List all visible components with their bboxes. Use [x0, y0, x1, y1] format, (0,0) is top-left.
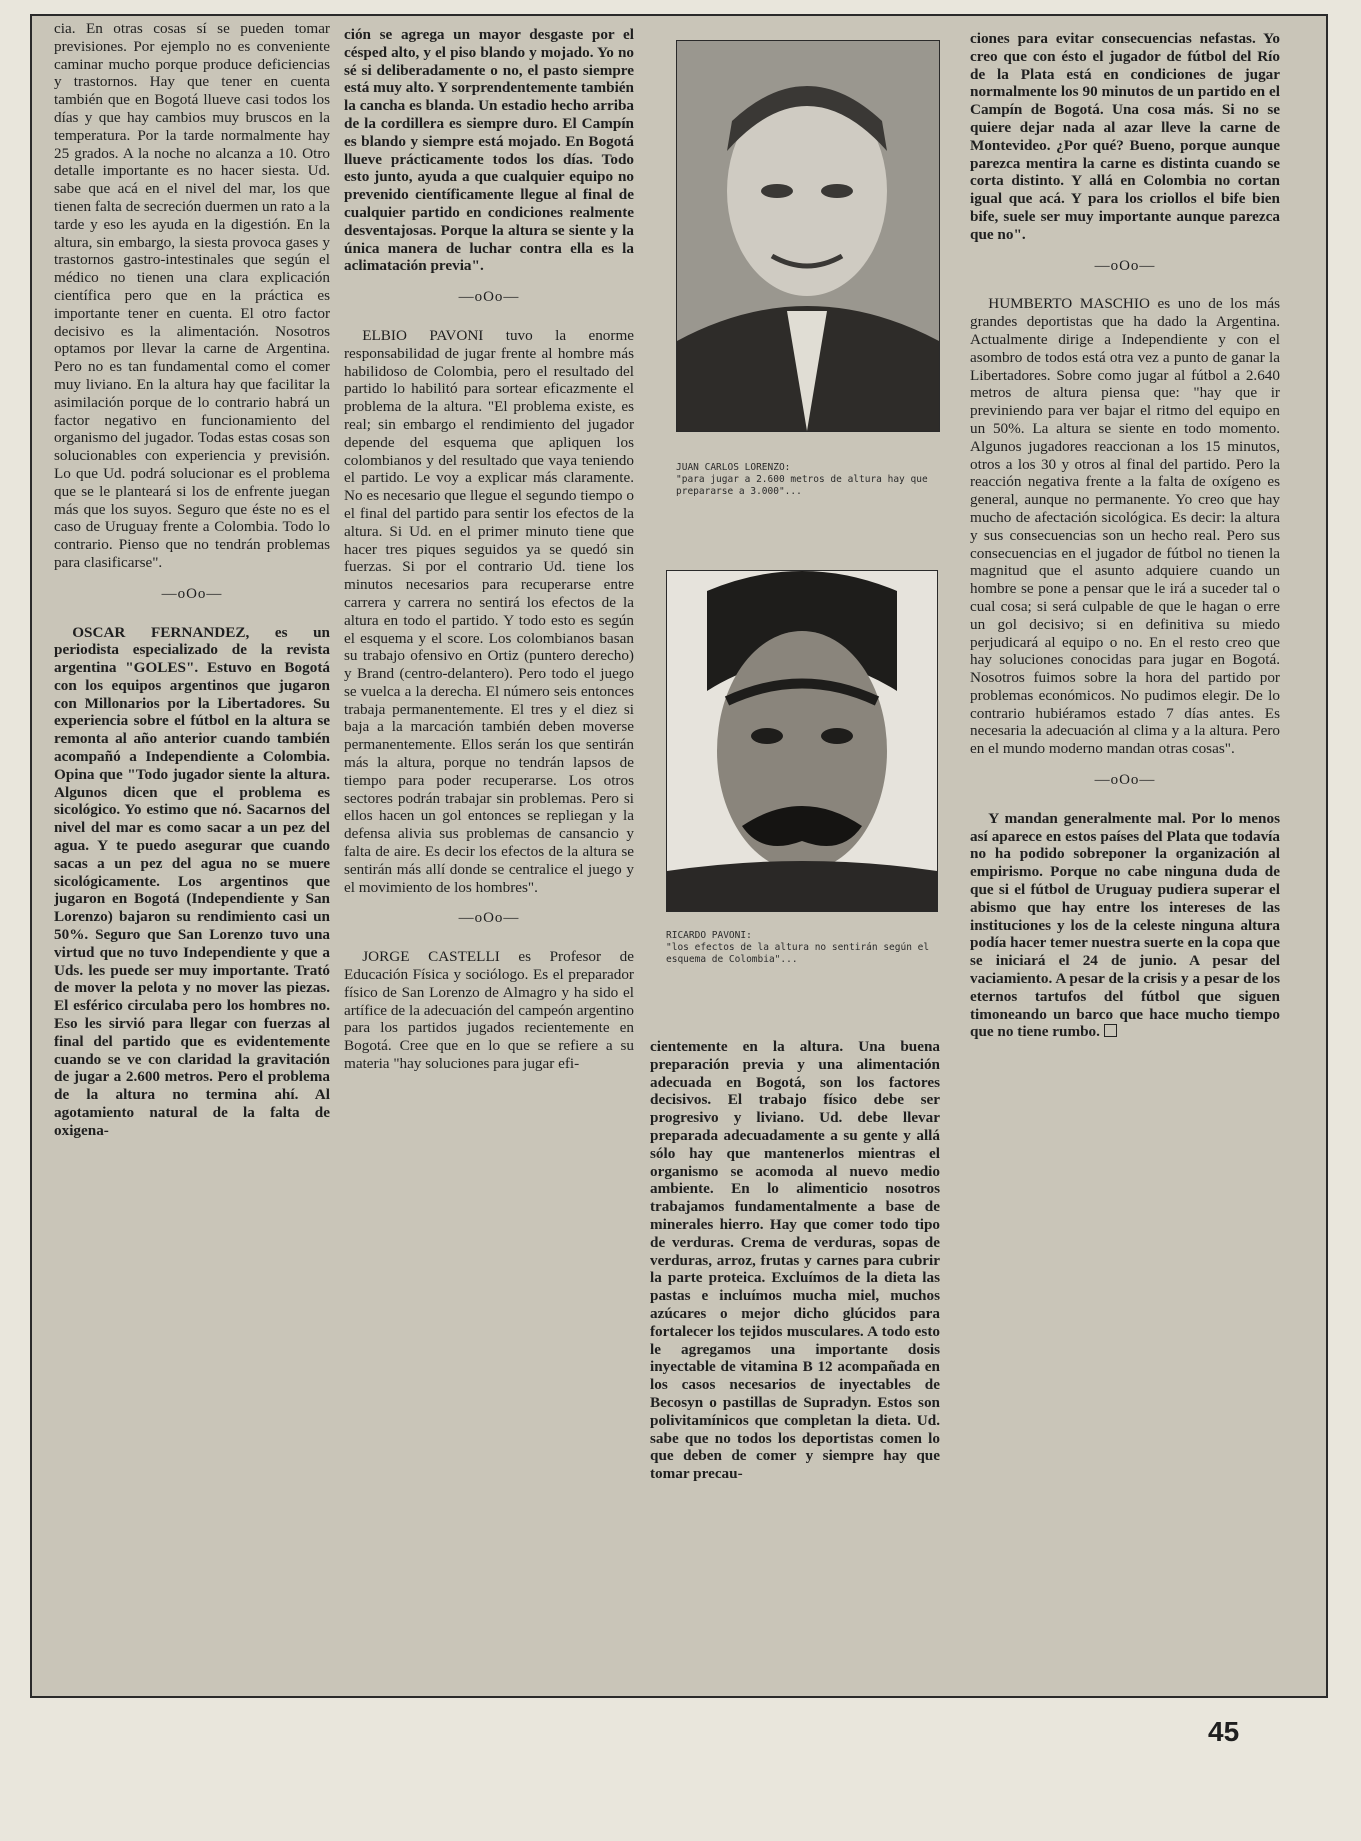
caption-quote: "para jugar a 2.600 metros de altura hay que prepararse a 3.000"... [676, 474, 928, 497]
end-mark-icon [1104, 1024, 1117, 1037]
paragraph: ciones para evitar consecuencias nefastas. Yo creo que con ésto el jugador de fútbol del Río de la Plata está en condiciones de jugar normalmente los 90 minutos de un partido en el Campín de Bogotá. Una cosa más. Si no se quiere dejar nada al azar lleve la carne de Montevideo. ¿Por qué? Bueno, porque aunque parezca mentira la carne es distinta cuando se corta distinto. Y allá en Colombia no cortan igual que acá. Y para los criollos el bife bien bife, suele ser muy importante aunque parezca que no". [970, 30, 1280, 243]
separator: —oOo— [458, 289, 520, 306]
closing-paragraph [970, 810, 1280, 1041]
column-1 [54, 0, 330, 1841]
separator: —oOo— [1094, 772, 1156, 789]
column-3-text [650, 1038, 940, 1483]
caption-quote: "los efectos de la altura no sentirán según el esquema de Colombia"... [666, 942, 930, 965]
paragraph: ción se agrega un mayor desgaste por el césped alto, y el piso blando y mojado. Yo no sé si deliberadamente o no, el pasto siempre está muy alto. Y sorprendentemente también la cancha es blanda. Un estadio hecho arriba de la cordillera es siempre duro. El Campín es blando y siempre está mojado. En Bogotá llueve prácticamente todos los días. Todo esto junto, ayuda a que cualquier equipo no prevenido científicamente llegue al final de cualquier partido en condiciones realmente desventajosas. Porque la altura se siente y la única manera de luchar contra ella es la aclimatación previa". [344, 26, 634, 275]
paragraph: cientemente en la altura. Una buena preparación previa y una alimentación adecuada en Bogotá, son los factores decisivos. El trabajo físico debe ser progresivo y liviano. Ud. debe llevar preparada adecuadamente a su gente y allá sólo hay que mantenerlos mientras el organismo se acomoda al nuevo medio ambiente. En lo alimenticio nosotros trabajamos fundamentalmente a base de minerales hierro. Hay que comer todo tipo de verduras. Crema de verduras, sopas de verduras, arroz, frutas y carnes para cubrir la parte proteica. Excluímos de la dieta las pastas e incluímos mucha miel, muchos azúcares o mejor dicho glúcidos para fortalecer los tejidos musculares. A todo esto le agregamos una importante dosis inyectable de vitamina B 12 acompañada en los casos necesarios de inyectables de Becosyn o pastillas de Supradyn. Estos son polivitamínicos que completan la dieta. Ud. sabe que no todos los deportistas comen lo que deben de comer y siempre hay que tomar precau- [650, 1038, 940, 1483]
column-4 [970, 0, 1280, 1841]
photo-juan-carlos-lorenzo [676, 40, 940, 432]
caption-pavoni [666, 930, 936, 966]
caption-name: JUAN CARLOS LORENZO: [676, 462, 791, 473]
paragraph: JORGE CASTELLI es Profesor de Educación Física y sociólogo. Es el preparador físico de San Lorenzo de Almagro y ha sido el artífice de la adecuación del campeón argentino para los partidos jugados recientemente en Bogotá. Cree que en lo que se refiere a su materia "hay soluciones para jugar efi- [344, 948, 634, 1073]
page-number: 45 [1208, 1716, 1240, 1747]
separator: —oOo— [161, 585, 223, 602]
paragraph: cia. En otras cosas sí se pueden tomar previsiones. Por ejemplo no es conveniente caminar mucho porque produce deficiencias y trastornos. Hay que tener en cuenta también que en Bogotá llueve casi todos los días y que hay cambios muy bruscos en la temperatura. Por la tarde normalmente hay 25 grados. A la noche no alcanza a 10. Otro detalle importante es no hacer siesta. Ud. sabe que acá en el nivel del mar, los que tienen falta de secreción duermen un rato a la tarde y eso les ayuda en la digestión. En la altura, sin embargo, la siesta provoca gases y trastornos gastro-intestinales que según el médico no tienen una clara explicación científica pero que en la práctica es importante tener en cuenta. El otro factor decisivo es la alimentación. Nosotros optamos por llevar la carne de Argentina. Pero no es tan fundamental como el comer muy liviano. En la altura hay que facilitar la asimilación porque de lo contrario habrá un factor negativo en funcionamiento del organismo del jugador. Todas estas cosas son solucionables con experiencia y previsión. Lo que Ud. podrá solucionar es el problema que se le planteará si los de enfrente juegan más que los suyos. Seguro que éste no es el caso de Uruguay frente a Colombia. Todo lo contrario. Pienso que no tendrán problemas para clasificarse". [54, 20, 330, 571]
paragraph: OSCAR FERNANDEZ, es un periodista especializado de la revista argentina "GOLES". Estuvo en Bogotá con los equipos argentinos que jugaron con Millonarios por la Libertadores. Su experiencia sobre el fútbol en la altura se remonta al año anterior cuando también acompañó a Independiente a Colombia. Opina que "Todo jugador siente la altura. Algunos dicen que el problema es sicológico. Yo estimo que nó. Sacarnos del nivel del mar es como sacar a un pez del agua. Y te puedo asegurar que cuando sacas a un pez del agua no se muere sicológicamente. Los argentinos que jugaron en Bogotá (Independiente y San Lorenzo) bajaron su rendimiento casi un 50%. Seguro que San Lorenzo tuvo una virtud que no tuvo Independiente y que a Uds. les puede ser muy importante. Trató de mover la pelota y no mover las piezas. El esférico circulaba pero los hombres no. Eso les sirvió para llegar con fuerzas al final del partido que es evidentemente cuando se ve con claridad la gravitación de jugar a 2.600 metros. Pero el problema de la altura no termina ahí. Al agotamiento natural de la falta de oxigena- [54, 623, 330, 1139]
separator: —oOo— [458, 910, 520, 927]
caption-lorenzo [676, 462, 946, 498]
photo-ricardo-pavoni [666, 570, 938, 912]
paragraph-text: Y mandan generalmente mal. Por lo menos así aparece en estos países del Plata que todavía no ha podido sobreponer la organización al empirismo. Porque no cabe ninguna duda de que si el fútbol de Uruguay pudiera superar el abismo que hay entre los intereses de las instituciones y los de la celeste ninguna altura podía hacer temer nuestra suerte en la copa que se iniciará el 24 de junio. A pesar del vaciamiento. A pesar de la crisis y a pesar de los eternos tartufos del fútbol que siguen timoneando un barco que hace mucho tiempo que no tiene rumbo. [970, 809, 1280, 1041]
paragraph: HUMBERTO MASCHIO es uno de los más grandes deportistas que ha dado la Argentina. Actualmente dirige a Independiente y con el asombro de todos está otra vez a punto de ganar la Libertadores. Sobre como jugar al fútbol a 2.640 metros de altura piensa que: "hay que ir previniendo para ver bajar el ritmo del equipo en un 50%. La altura se siente en todo momento. Algunos jugadores reaccionan a los 15 minutos, otros a los 30 y otros al final del partido. Pero la reacción negativa frente a la falta de oxígeno es general, aunque no permanente. Yo creo que hay mucho de afectación sicológica. Es decir: la altura y sus consecuencias son un hecho real. Pero sus consecuencias en el jugador de fútbol no tienen la magnitud que el asunto adquiere cuando un hombre se pone a pensar que le irá a suceder tal o cual cosa; si será culpable de que le hagan o erre un gol decisivo; si en definitiva su miedo perjudicará al equipo o no. En el resto creo que hay soluciones conocidas para jugar en Bogotá. Nosotros fuimos sobre la hora del partido por problemas económicos. No pudimos elegir. De lo contrario hubiéramos estado 7 días antes. Es necesaria la adecuación al clima y a la altura. Pero en el mundo moderno mandan otras cosas". [970, 295, 1280, 758]
caption-name: RICARDO PAVONI: [666, 930, 752, 941]
column-2 [344, 0, 634, 1841]
paragraph: ELBIO PAVONI tuvo la enorme responsabilidad de jugar frente al hombre más habilidoso de Colombia, pero el resultado del partido lo habilitó para sortear eficazmente el problema de la altura. "El problema existe, es real; sin embargo el rendimiento del jugador depende del esquema que apliquen los colombianos y del resultado que vaya teniendo el partido. Le voy a explicar más claramente. No es necesario que llegue el segundo tiempo o el final del partido para sentir los efectos de la altura. Si Ud. en el primer minuto tiene que hacer tres piques seguidos ya se quedó sin fuerzas. Si por el contrario Ud. tiene los minutos necesarios para recuperarse entre carrera y carrera no sentirá los efectos de la altura en todo el partido. Y todo esto es según el esquema y el score. Los colombianos basan su trabajo ofensivo en Ortiz (puntero derecho) y Brand (centro-delantero). Pero todo el juego se vuelca a la derecha. El número seis entonces trabaja permanentemente. El tres y el diez si baja a la marcación también deben moverse permanentemente. Ellos serán los que sentirán más la altura, porque no tendrán lapsos de tiempo para poder recuperarse. Los otros sectores podrán trabajar sin problemas. Pero si ellos hacen un gol entonces se repliegan y la defensa alivia sus problemas de cansancio y falta de aire. Es decir los efectos de la altura se sentirán más allí donde se centralice el juego y el movimiento de los hombres". [344, 326, 634, 896]
separator: —oOo— [1094, 257, 1156, 274]
